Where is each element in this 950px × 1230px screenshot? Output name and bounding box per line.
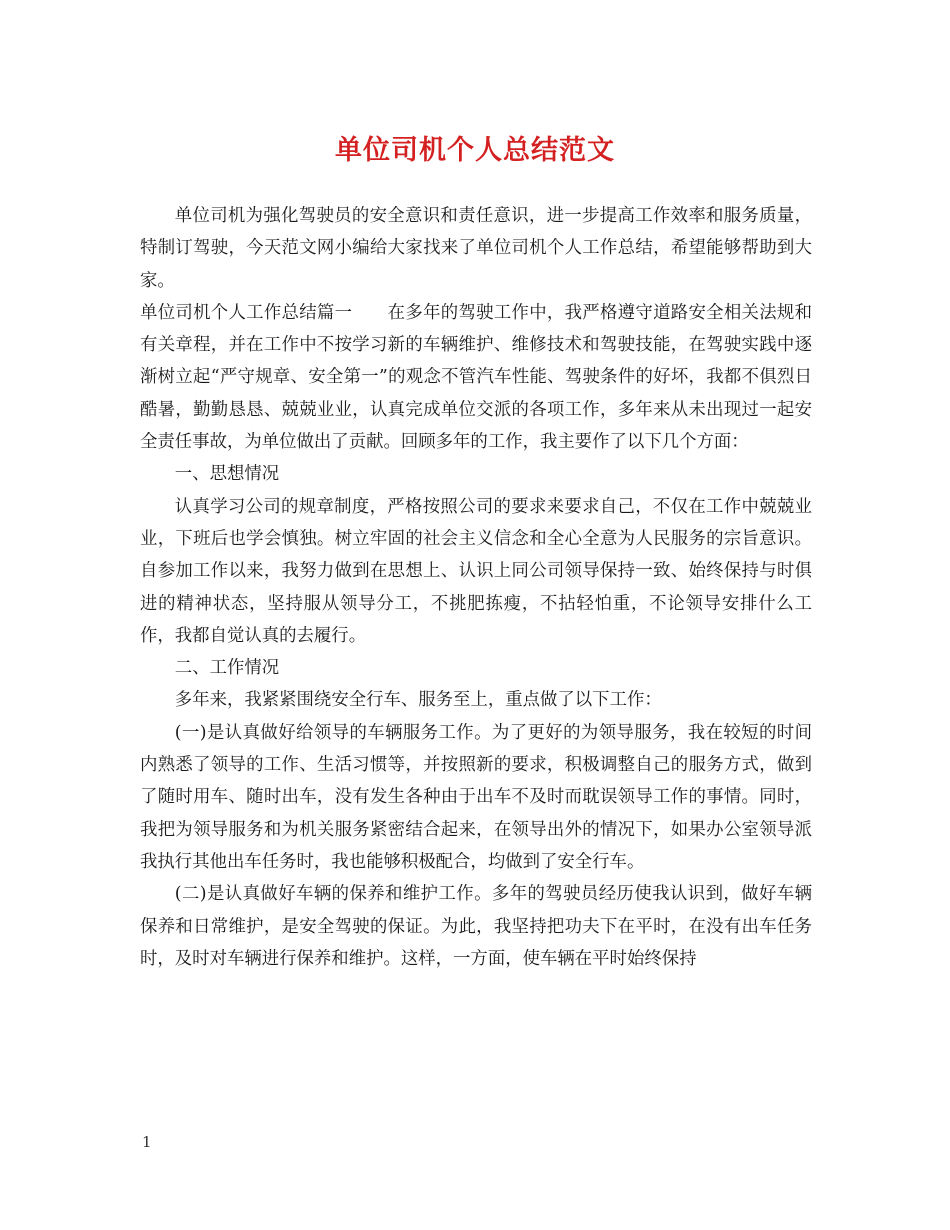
paragraph-work-intro: 多年来，我紧紧围绕安全行车、服务至上，重点做了以下工作： bbox=[174, 690, 662, 711]
paragraph-intro: 单位司机为强化驾驶员的安全意识和责任意识，进一步提高工作效率和服务质量，特制订驾驶，今天范文网小编给大家找来了单位司机个人工作总结，希望能够帮助到大家。 bbox=[140, 206, 812, 291]
paragraph-thought: 认真学习公司的规章制度，严格按照公司的要求来要求自己，不仅在工作中兢兢业业，下班后也学会慎独。树立牢固的社会主义信念和全心全意为人民服务的宗旨意识。自参加工作以来，我努力做到在思想上、认识上同公司领导保持一致、始终保持与时俱进的精神状态，坚持服从领导分工，不挑肥拣瘦，不拈轻怕重，不论领导安排什么工作，我都自觉认真的去履行。 bbox=[140, 496, 812, 646]
paragraph-work-item-2: (二)是认真做好车辆的保养和维护工作。多年的驾驶员经历使我认识到，做好车辆保养和日常维护，是安全驾驶的保证。为此，我坚持把功夫下在平时，在没有出车任务时，及时对车辆进行保养和维护。这样，一方面，使车辆在平时始终保持 bbox=[140, 884, 812, 969]
heading-thought: 一、思想情况 bbox=[174, 464, 280, 485]
heading-work: 二、工作情况 bbox=[174, 658, 280, 679]
paragraph-section-one: 单位司机个人工作总结篇一 在多年的驾驶工作中，我严格遵守道路安全相关法规和有关章程，并在工作中不按学习新的车辆维护、维修技术和驾驶技能，在驾驶实践中逐渐树立起“严守规章、安全第一”的观念不管汽车性能、驾驶条件的好坏，我都不俱烈日酷暑，勤勤恳恳、兢兢业业，认真完成单位交派的各项工作，多年来从未出现过一起安全责任事故，为单位做出了贡献。回顾多年的工作，我主要作了以下几个方面： bbox=[140, 302, 812, 453]
document-title: 单位司机个人总结范文 bbox=[335, 135, 615, 166]
document-body bbox=[140, 200, 812, 975]
page-number: 1 bbox=[142, 1133, 152, 1151]
paragraph-work-item-1: (一)是认真做好给领导的车辆服务工作。为了更好的为领导服务，我在较短的时间内熟悉了领导的工作、生活习惯等，并按照新的要求，积极调整自己的服务方式，做到了随时用车、随时出车，没有发生各种由于出车不及时而耽误领导工作的事情。同时，我把为领导服务和为机关服务紧密结合起来，在领导出外的情况下，如果办公室领导派我执行其他出车任务时，我也能够积极配合，均做到了安全行车。 bbox=[140, 722, 812, 872]
